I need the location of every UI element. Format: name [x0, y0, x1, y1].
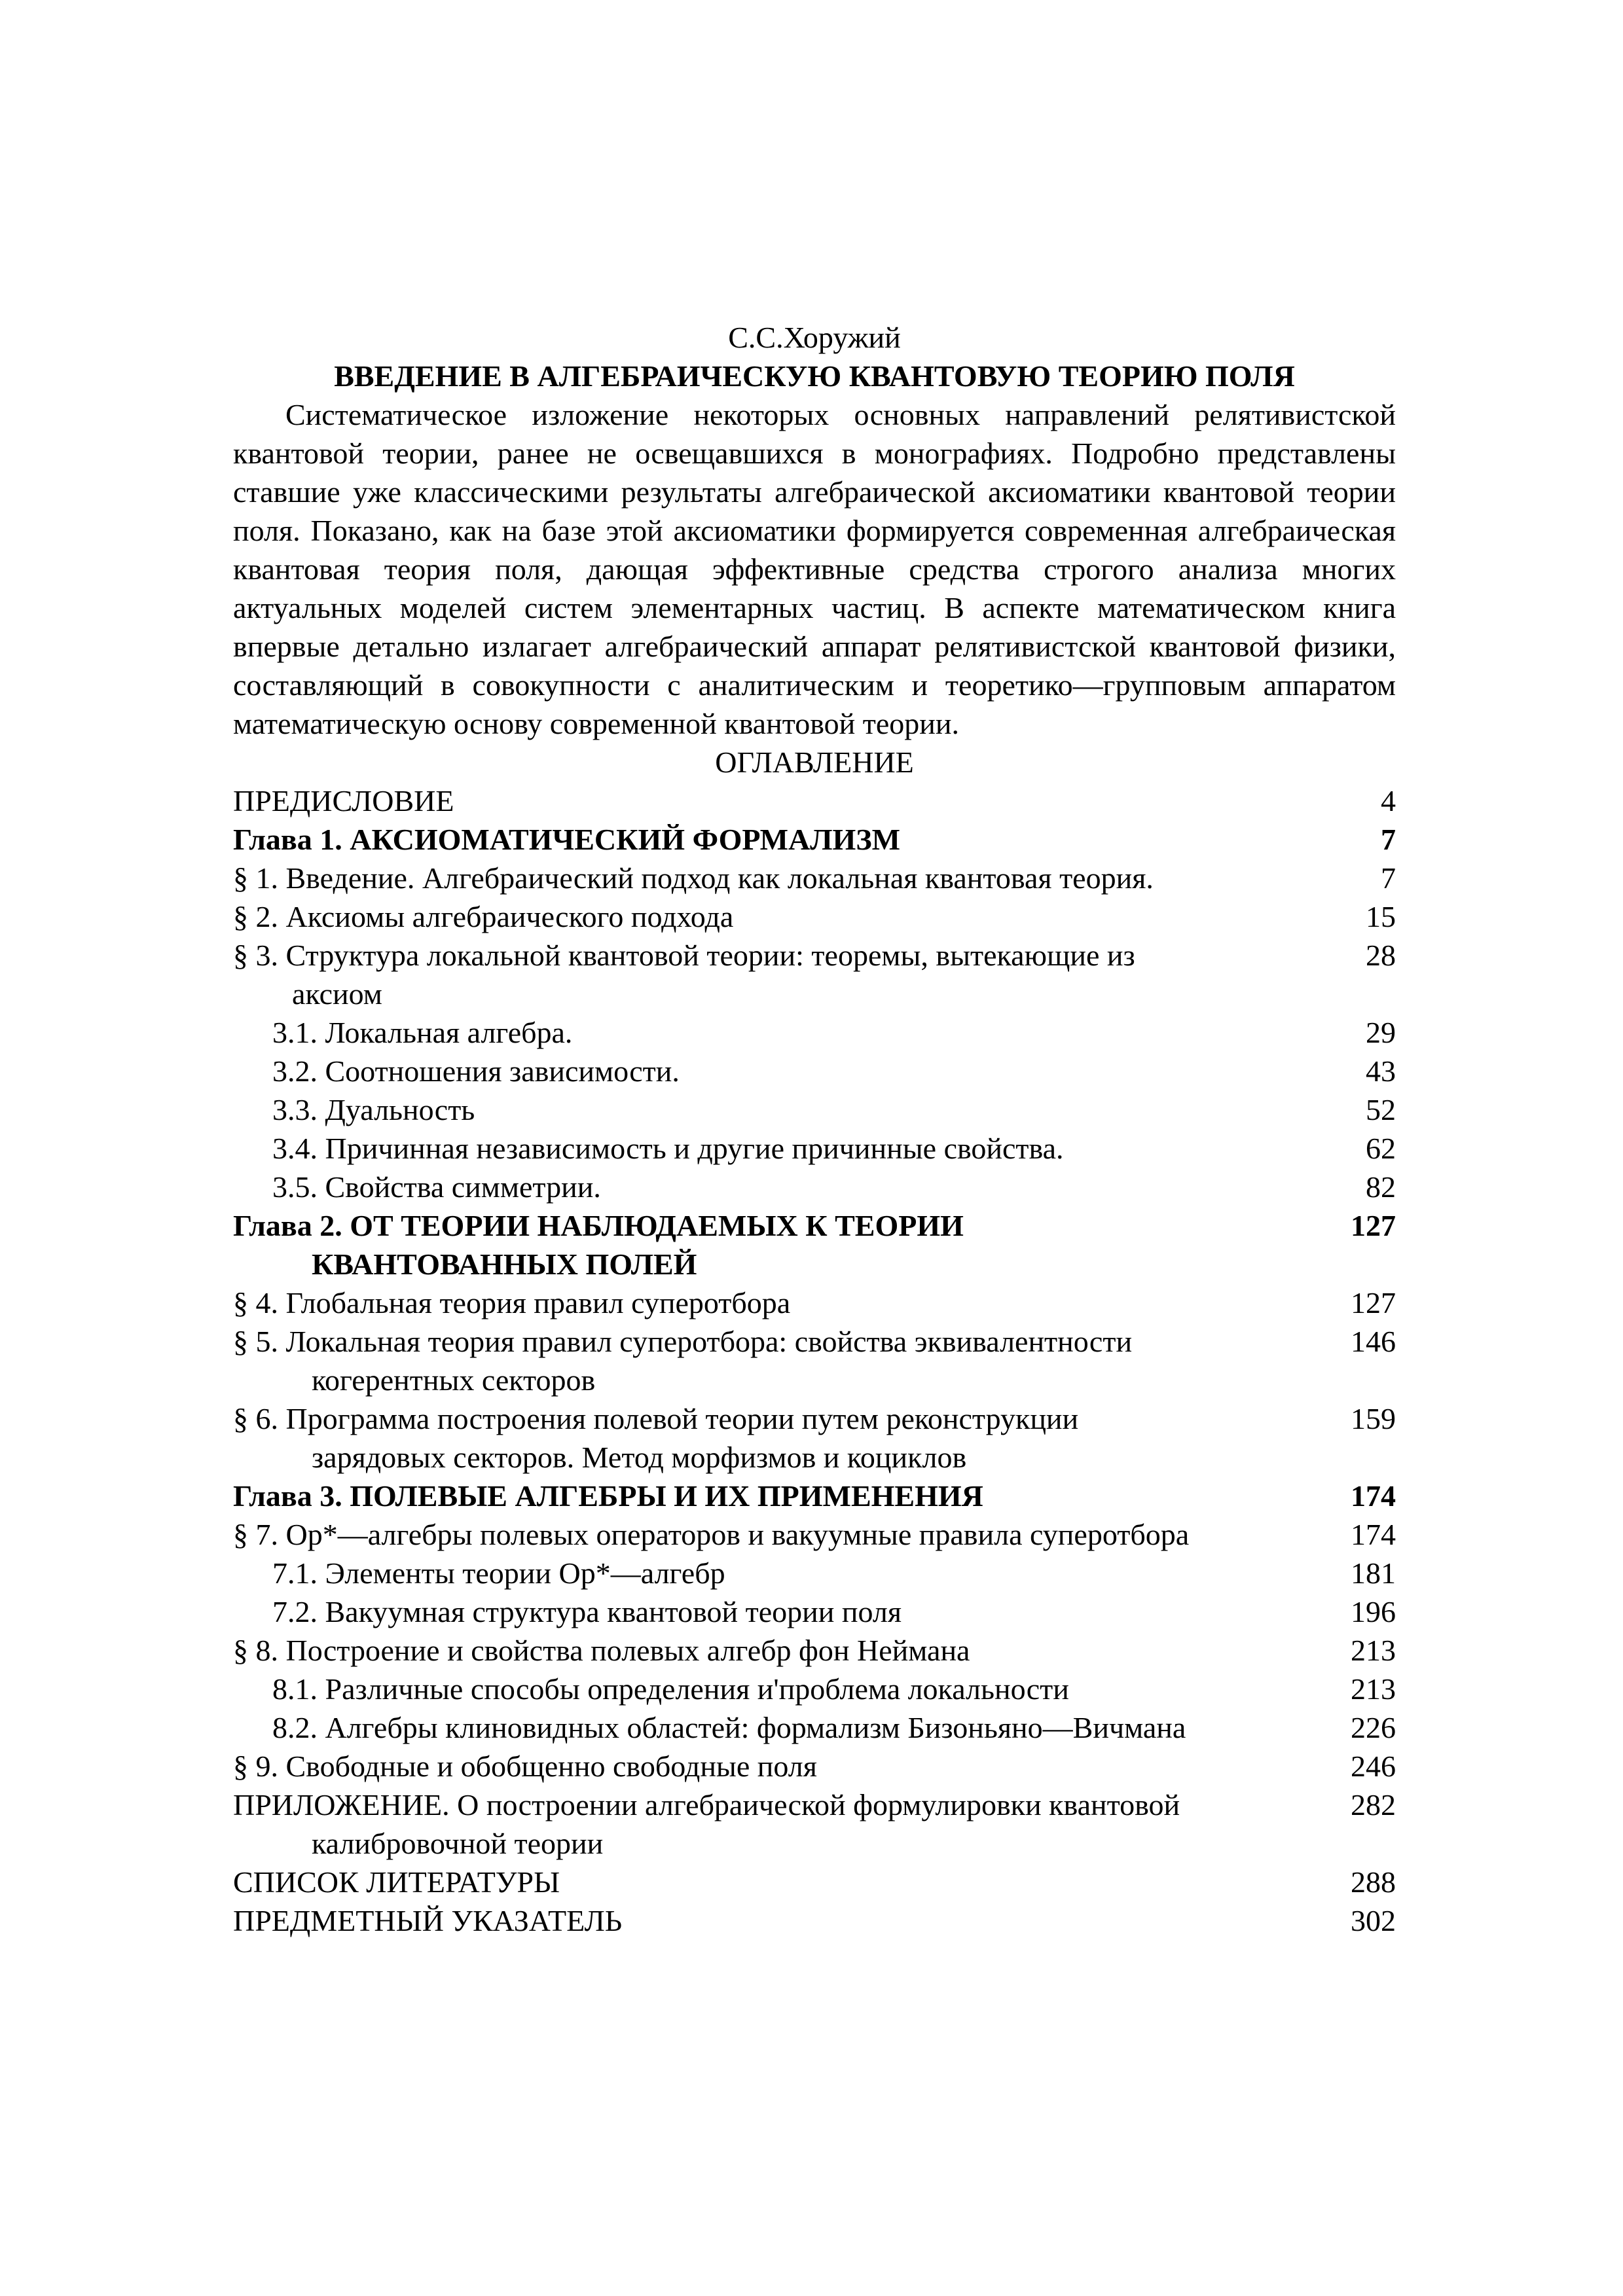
toc-label-continuation: калибровочной теории: [312, 1827, 604, 1860]
toc-entry-subsection-3-4: [233, 1129, 1396, 1168]
toc-entry-appendix: [233, 1785, 1396, 1863]
toc-entry-subsection-7-1: [233, 1554, 1396, 1592]
toc-page: 226: [1351, 1711, 1396, 1744]
toc-page: 7: [1381, 823, 1396, 856]
toc-entry-section-4: [233, 1283, 1396, 1322]
toc-entry-section-3: [233, 936, 1396, 1013]
toc-label-line: § 6. Программа построения полевой теории путем реконструкции: [233, 1402, 1079, 1435]
toc-entry-subsection-3-1: [233, 1013, 1396, 1052]
abstract: Систематическое изложение некоторых основных направлений релятивистской квантовой теории, ранее не освещавшихся в монографиях. Подробно представлены ставшие уже классическими результаты алгебраической аксиоматики квантовой теории поля. Показано, как на базе этой аксиоматики формируется современная алгебраическая квантовая теория поля, дающая эффективные средства строгого анализа многих актуальных моделей систем элементарных частиц. В аспекте математическом книга впервые детально излагает алгебраический аппарат релятивистской квантовой физики, составляющий в совокупности с аналитическим и теоретико—групповым аппаратом математическую основу современной квантовой теории.: [233, 398, 1396, 740]
toc-label: Глава 1. АКСИОМАТИЧЕСКИЙ ФОРМАЛИЗМ: [233, 823, 901, 856]
toc-label: Глава 3. ПОЛЕВЫЕ АЛГЕБРЫ И ИХ ПРИМЕНЕНИЯ: [233, 1479, 983, 1513]
author: С.С.Хоружий: [728, 321, 901, 354]
toc-label: 7.2. Вакуумная структура квантовой теории поля: [272, 1595, 902, 1628]
toc-entry-section-5: [233, 1322, 1396, 1399]
toc-page: 288: [1351, 1865, 1396, 1899]
toc-label: 3.2. Соотношения зависимости.: [272, 1054, 680, 1088]
toc-label-line: § 3. Структура локальной квантовой теории: теоремы, вытекающие из: [233, 939, 1135, 972]
toc-label: § 7. Op*—алгебры полевых операторов и вакуумные правила суперотбора: [233, 1518, 1190, 1551]
book-title: ВВЕДЕНИЕ В АЛГЕБРАИЧЕСКУЮ КВАНТОВУЮ ТЕОРИЮ ПОЛЯ: [334, 359, 1295, 393]
toc-entry-section-2: [233, 897, 1396, 936]
toc-page: 15: [1366, 900, 1396, 933]
toc-label: 3.3. Дуальность: [272, 1093, 475, 1126]
toc-entry-subsection-8-1: [233, 1670, 1396, 1708]
toc-page: 127: [1351, 1286, 1396, 1319]
toc-label-line: ПРИЛОЖЕНИЕ. О построении алгебраической формулировки квантовой: [233, 1788, 1180, 1821]
toc-page: 29: [1366, 1016, 1396, 1049]
toc-label: § 2. Аксиомы алгебраического подхода: [233, 900, 734, 933]
toc-page: 174: [1351, 1518, 1396, 1551]
toc-page: 246: [1351, 1749, 1396, 1783]
toc-label: 7.1. Элементы теории Op*—алгебр: [272, 1556, 725, 1590]
toc-label-continuation: когерентных секторов: [312, 1363, 596, 1397]
toc-label: СПИСОК ЛИТЕРАТУРЫ: [233, 1865, 560, 1899]
toc-page: 213: [1351, 1672, 1396, 1706]
toc-entry-section-9: [233, 1747, 1396, 1785]
toc-label: [233, 1322, 1337, 1399]
toc-entry-chapter-3: [233, 1477, 1396, 1515]
toc-page: 82: [1366, 1170, 1396, 1204]
toc-label: ПРЕДИСЛОВИЕ: [233, 784, 454, 817]
toc-entry-subsection-8-2: [233, 1708, 1396, 1747]
toc-label: § 1. Введение. Алгебраический подход как локальная квантовая теория.: [233, 861, 1154, 895]
document-page: [233, 318, 1396, 1940]
toc-label: 3.1. Локальная алгебра.: [272, 1016, 573, 1049]
toc-page: 213: [1351, 1634, 1396, 1667]
toc-entry-subject-index: [233, 1901, 1396, 1940]
toc-entry-bibliography: [233, 1863, 1396, 1901]
toc-page: 7: [1381, 861, 1396, 895]
toc-entry-section-8: [233, 1631, 1396, 1670]
toc-label: [233, 1785, 1337, 1863]
toc-page: 159: [1351, 1402, 1396, 1435]
toc-label: 8.2. Алгебры клиновидных областей: формализм Бизоньяно—Вичмана: [272, 1711, 1186, 1744]
toc-entry-subsection-3-5: [233, 1168, 1396, 1206]
toc-label: [233, 936, 1337, 1013]
toc-label-line: Глава 2. ОТ ТЕОРИИ НАБЛЮДАЕМЫХ К ТЕОРИИ: [233, 1209, 964, 1242]
toc-page: 146: [1351, 1325, 1396, 1358]
toc-page: 282: [1351, 1788, 1396, 1821]
toc-page: 52: [1366, 1093, 1396, 1126]
toc-page: 43: [1366, 1054, 1396, 1088]
toc-label-continuation: зарядовых секторов. Метод морфизмов и коциклов: [312, 1441, 967, 1474]
toc-page: 196: [1351, 1595, 1396, 1628]
toc-label: 8.1. Различные способы определения и'проблема локальности: [272, 1672, 1069, 1706]
toc-entry-subsection-3-3: [233, 1090, 1396, 1129]
table-of-contents: [233, 781, 1396, 1940]
toc-label: [233, 1399, 1337, 1477]
toc-label: 3.4. Причинная независимость и другие причинные свойства.: [272, 1132, 1064, 1165]
toc-label: § 8. Построение и свойства полевых алгебр фон Неймана: [233, 1634, 970, 1667]
toc-page: 302: [1351, 1904, 1396, 1937]
toc-page: 28: [1366, 939, 1396, 972]
toc-label-line: § 5. Локальная теория правил суперотбора: свойства эквивалентности: [233, 1325, 1133, 1358]
toc-label: § 4. Глобальная теория правил суперотбора: [233, 1286, 791, 1319]
toc-label-continuation: аксиом: [292, 977, 382, 1011]
toc-page: 127: [1351, 1209, 1396, 1242]
toc-label: ПРЕДМЕТНЫЙ УКАЗАТЕЛЬ: [233, 1904, 623, 1937]
toc-entry-subsection-7-2: [233, 1592, 1396, 1631]
toc-label: § 9. Свободные и обобщенно свободные поля: [233, 1749, 817, 1783]
toc-entry-chapter-1: [233, 820, 1396, 859]
toc-entry-section-7: [233, 1515, 1396, 1554]
toc-page: 62: [1366, 1132, 1396, 1165]
toc-page: 174: [1351, 1479, 1396, 1513]
toc-entry-section-1: [233, 859, 1396, 897]
toc-entry-chapter-2: [233, 1206, 1396, 1283]
toc-entry-section-6: [233, 1399, 1396, 1477]
toc-label-continuation: КВАНТОВАННЫХ ПОЛЕЙ: [312, 1247, 697, 1281]
toc-heading: ОГЛАВЛЕНИЕ: [715, 745, 914, 779]
toc-page: 181: [1351, 1556, 1396, 1590]
toc-entry-preface: [233, 781, 1396, 820]
toc-label: 3.5. Свойства симметрии.: [272, 1170, 601, 1204]
toc-label: [233, 1206, 1337, 1283]
toc-entry-subsection-3-2: [233, 1052, 1396, 1090]
toc-page: 4: [1381, 784, 1396, 817]
